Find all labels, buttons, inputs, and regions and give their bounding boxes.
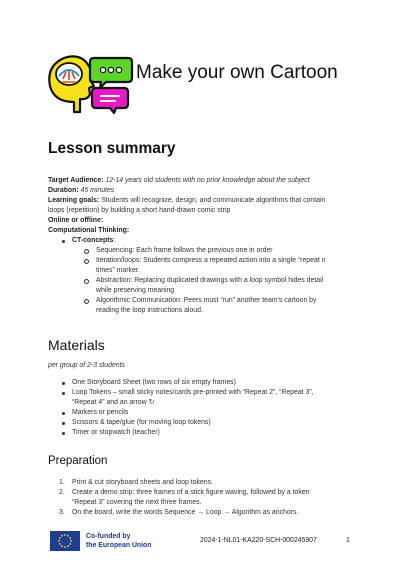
lesson-summary-heading: Lesson summary [48,140,176,157]
step-text: On the board, write the words Sequence → Loop → Algorithm as anchors. [72,509,299,516]
step-text: Print & cut storyboard sheets and loop tokens. [72,479,213,486]
cartoon-logo [44,52,134,114]
page-number: 1 [346,537,350,544]
ct-concepts-label: CT-concepts [72,237,114,244]
material-text: Loop Tokens – small sticky notes/cards pre-printed with “Repeat 2”, “Repeat 3”, [72,389,314,396]
ct-concepts-colon: : [113,237,116,244]
project-reference: 2024-1-NL01-KA220-SCH-000245907 [200,537,317,544]
list-item [48,378,348,388]
online-offline-label: Online or offline: [48,217,104,224]
eu-stars-icon [50,531,80,551]
materials-list [48,378,348,438]
eu-line-1: Co-funded by [86,533,131,540]
list-item [48,388,348,408]
concept-text-continued: reading the loop instructions aloud. [96,307,203,314]
step-number: 3. [59,509,65,516]
target-audience-label: Target Audience: [48,177,104,184]
concept-item [84,246,348,256]
ct-concepts-item [60,236,348,246]
step-number: 1. [59,479,65,486]
step-text-continued: “Repeat 3” covering the next three frames. [72,499,202,506]
materials-heading: Materials [48,337,105,353]
learning-goals-value-2: loops (repetition) by building a short hand-drawn comic strip [48,207,231,214]
list-item [48,488,348,508]
material-text: Markers or pencils [72,409,129,416]
target-audience-line [48,176,348,186]
list-item [48,418,348,428]
learning-goals-line [48,196,348,206]
step-text: Create a demo strip: three frames of a stick figure waving, followed by a token [72,489,310,496]
list-item [48,408,348,418]
list-item [48,428,348,438]
list-item [48,508,348,518]
concept-text: Algorithmic Communication: Peers must “run” another team’s cartoon by [96,297,317,304]
material-text: Timer or stopwatch (teacher) [72,429,160,436]
step-number: 2. [59,489,65,496]
concept-text: Sequencing: Each frame follows the previous one in order [96,247,273,254]
concept-text-continued: times” marker. [96,267,140,274]
eu-cofunded-label [86,532,151,550]
concept-item [84,256,348,276]
head-speech-bubbles-icon [44,52,134,114]
material-text: Scissors & tape/glue (for moving loop tokens) [72,419,211,426]
list-item [48,478,348,488]
preparation-steps [48,478,348,518]
duration-value: 45 minutes [80,187,115,194]
duration-line [48,186,348,196]
document-title: Make your own Cartoon [136,62,338,83]
concept-text-continued: while preserving meaning [96,287,175,294]
concept-text: Iteration/loops: Students compress a repeated action into a single “repeat n [96,257,326,264]
material-text: One Storyboard Sheet (two rows of six empty frames) [72,379,236,386]
materials-subtitle: per group of 2-3 students [48,362,125,369]
duration-label: Duration: [48,187,79,194]
concept-text: Abstraction: Replacing duplicated drawings with a loop symbol hides detail [96,277,324,284]
eu-line-2: the European Union [86,542,152,549]
target-audience-value: 12-14 years old students with no prior knowledge about the subject [105,177,310,184]
computational-thinking-label: Computational Thinking: [48,227,130,234]
concept-item [84,276,348,296]
learning-goals-value-1: Students will recognize, design, and communicate algorithms that contain [101,197,326,204]
material-text-continued: “Repeat 4” and an arrow ↻ [72,399,155,406]
learning-goals-label: Learning goals: [48,197,100,204]
concept-item [84,296,348,316]
lesson-summary-details [48,176,348,316]
eu-flag-icon [50,531,80,551]
preparation-heading: Preparation [48,455,108,467]
